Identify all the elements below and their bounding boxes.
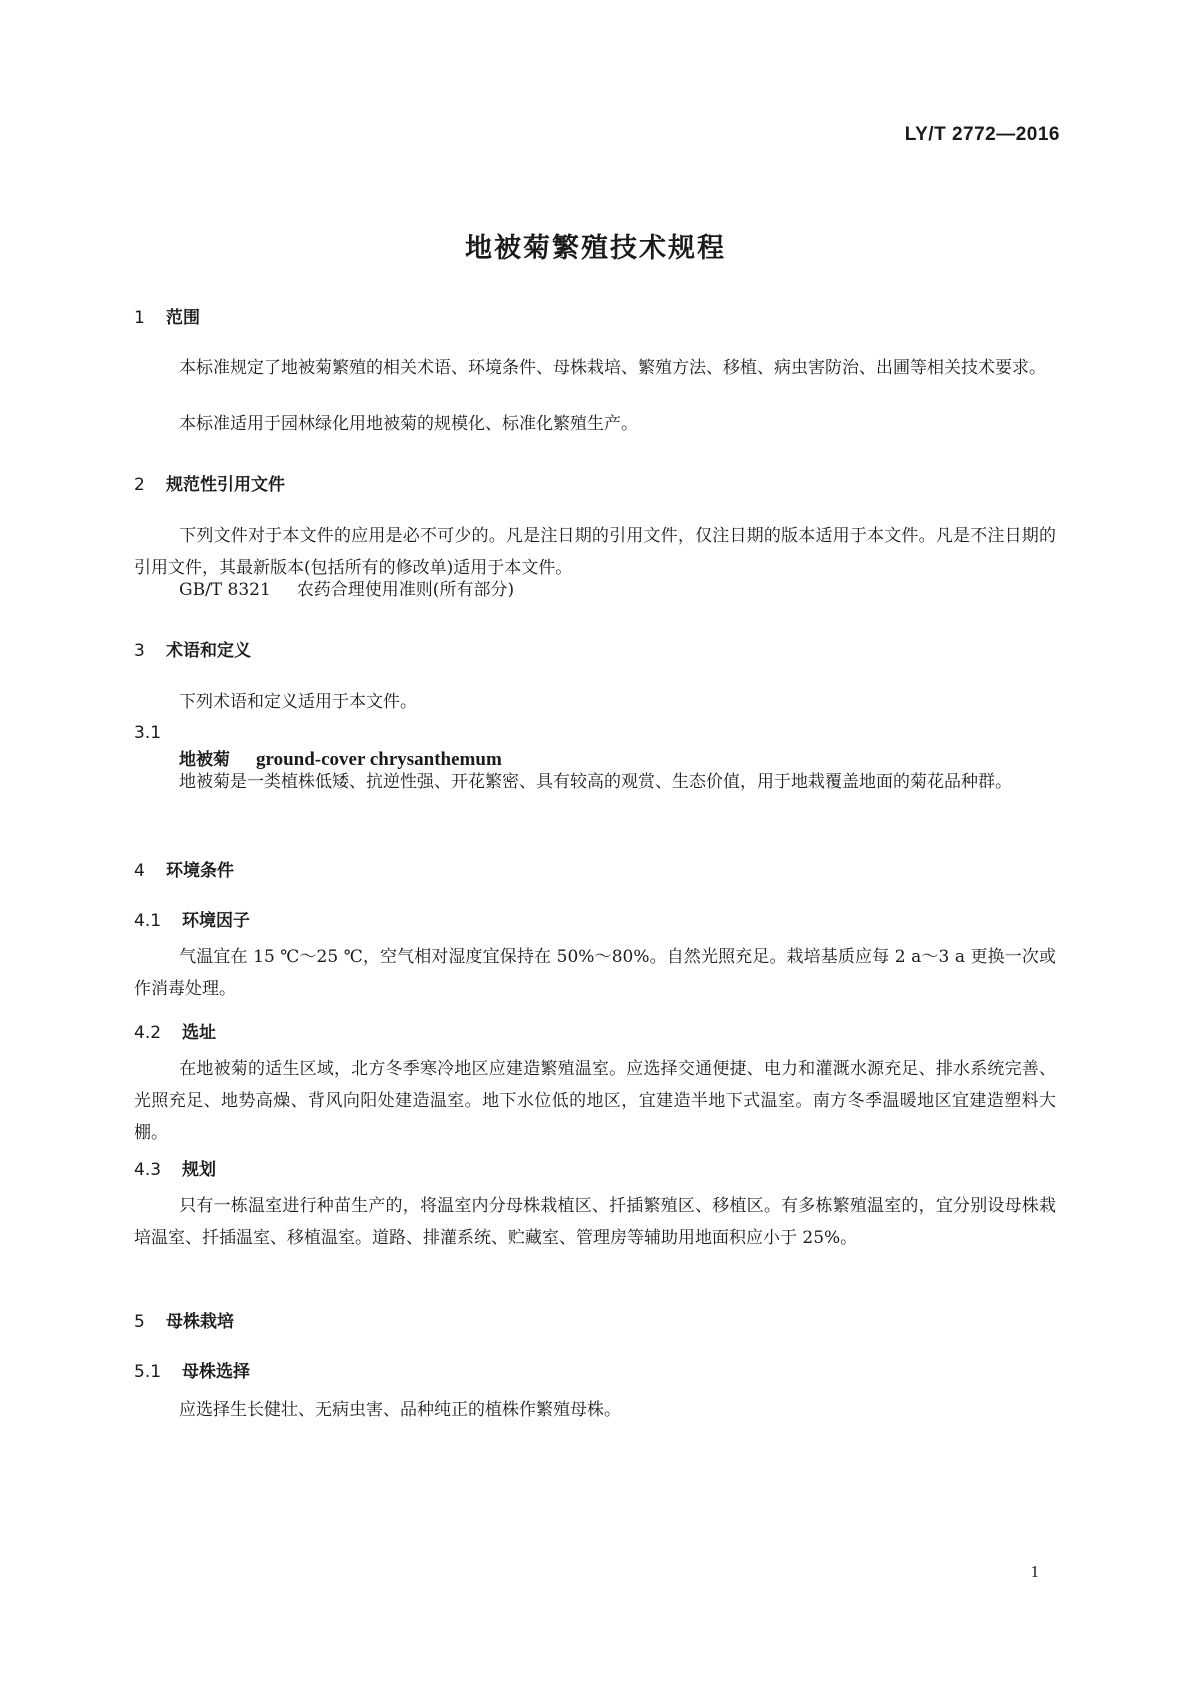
section-title: 母株栽培 <box>166 1312 234 1332</box>
subsection-title: 选址 <box>182 1023 216 1043</box>
document-title: 地被菊繁殖技术规程 <box>465 233 726 264</box>
reference-code: GB/T 8321 <box>179 580 271 600</box>
section-1-paragraph-1: 本标准规定了地被菊繁殖的相关术语、环境条件、母株栽培、繁殖方法、移植、病虫害防治、出圃等相关技术要求。 <box>179 358 1046 378</box>
subsection-4-1-text: 气温宜在 15 ℃～25 ℃，空气相对湿度宜保持在 50%～80%。自然光照充足。栽培基质应每 2 a～3 a 更换一次或作消毒处理。 <box>134 947 1056 999</box>
section-4-heading <box>134 856 234 881</box>
term-english: ground-cover chrysanthemum <box>256 749 502 770</box>
subsection-4-1-heading <box>134 906 250 931</box>
standard-code: LY/T 2772—2016 <box>904 124 1060 145</box>
subsection-number: 4.2 <box>134 1023 162 1043</box>
subsection-4-2-text: 在地被菊的适生区域，北方冬季寒冷地区应建造繁殖温室。应选择交通便捷、电力和灌溉水源充足、排水系统完善、光照充足、地势高燥、背风向阳处建造温室。地下水位低的地区，宜建造半地下式温室。南方冬季温暖地区宜建造塑料大棚。 <box>134 1059 1056 1143</box>
section-title: 环境条件 <box>166 861 234 881</box>
subsection-4-2-heading <box>134 1018 216 1043</box>
subsection-number: 4.3 <box>134 1160 162 1180</box>
reference-title: 农药合理使用准则(所有部分) <box>296 580 515 600</box>
section-title: 术语和定义 <box>166 641 251 661</box>
section-1-paragraph-2: 本标准适用于园林绿化用地被菊的规模化、标准化繁殖生产。 <box>179 414 638 434</box>
subsection-4-3-heading <box>134 1155 216 1180</box>
section-5-heading <box>134 1307 234 1332</box>
subsection-5-1-text: 应选择生长健壮、无病虫害、品种纯正的植株作繁殖母株。 <box>179 1400 621 1420</box>
subsection-3-1-number: 3.1 <box>134 723 162 743</box>
subsection-title: 环境因子 <box>182 911 250 931</box>
subsection-number: 5.1 <box>134 1362 162 1382</box>
subsection-number: 4.1 <box>134 911 162 931</box>
term-chinese: 地被菊 <box>179 750 230 770</box>
section-number: 2 <box>134 475 145 495</box>
subsection-4-3-text: 只有一栋温室进行种苗生产的，将温室内分母株栽植区、扦插繁殖区、移植区。有多栋繁殖温室的，宜分别设母株栽培温室、扦插温室、移植温室。道路、排灌系统、贮藏室、管理房等辅助用地面积应小于 25%。 <box>134 1196 1056 1248</box>
section-title: 范围 <box>166 308 200 328</box>
section-number: 1 <box>134 308 145 328</box>
page-number: 1 <box>1030 1562 1039 1581</box>
normative-reference <box>179 574 514 606</box>
section-3-paragraph-1: 下列术语和定义适用于本文件。 <box>179 692 417 712</box>
term-definition: 地被菊是一类植株低矮、抗逆性强、开花繁密、具有较高的观赏、生态价值，用于地栽覆盖地面的菊花品种群。 <box>179 772 1012 792</box>
subsection-title: 规划 <box>182 1160 216 1180</box>
subsection-5-1-heading <box>134 1357 250 1382</box>
section-3-heading <box>134 636 251 661</box>
section-2-paragraph-1: 下列文件对于本文件的应用是必不可少的。凡是注日期的引用文件，仅注日期的版本适用于本文件。凡是不注日期的引用文件，其最新版本(包括所有的修改单)适用于本文件。 <box>134 526 1056 578</box>
section-2-heading <box>134 470 285 495</box>
section-number: 3 <box>134 641 145 661</box>
section-number: 5 <box>134 1312 145 1332</box>
subsection-title: 母株选择 <box>182 1362 250 1382</box>
section-title: 规范性引用文件 <box>166 475 285 495</box>
section-number: 4 <box>134 861 145 881</box>
section-1-heading <box>134 303 200 328</box>
